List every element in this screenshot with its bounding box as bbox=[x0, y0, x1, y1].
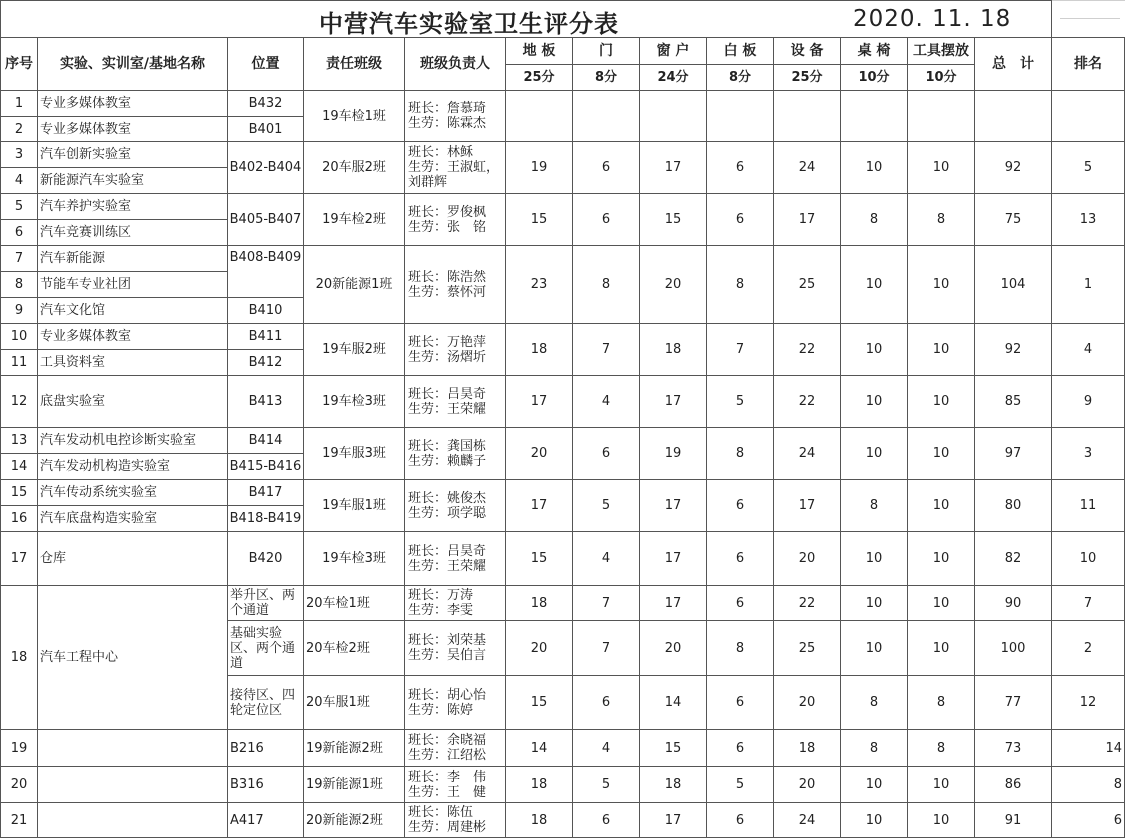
desk-score: 10 bbox=[841, 586, 908, 621]
class-leaders bbox=[405, 532, 506, 586]
room-name: 汽车竞赛训练区 bbox=[38, 220, 228, 246]
floor-score: 18 bbox=[506, 586, 573, 621]
door-score: 6 bbox=[573, 803, 640, 838]
equipment-score: 20 bbox=[774, 767, 841, 803]
room-location: A417 bbox=[228, 803, 304, 838]
class-monitor: 班长：李 伟 bbox=[408, 769, 487, 785]
room-location: B402-B404 bbox=[228, 142, 304, 194]
tools-score: 10 bbox=[908, 803, 975, 838]
door-score: 5 bbox=[573, 767, 640, 803]
window-score: 14 bbox=[640, 676, 707, 730]
tools-score: 10 bbox=[908, 142, 975, 194]
room-location: 基础实验区、两个通道 bbox=[228, 621, 304, 676]
class-leaders bbox=[405, 246, 506, 324]
floor-score: 23 bbox=[506, 246, 573, 324]
table-row bbox=[1, 532, 1125, 586]
board-max-points: 8分 bbox=[707, 65, 774, 91]
desk-score: 10 bbox=[841, 142, 908, 194]
door-score: 7 bbox=[573, 324, 640, 376]
responsible-class: 19新能源1班 bbox=[304, 767, 405, 803]
total-score: 75 bbox=[975, 194, 1052, 246]
door-score: 6 bbox=[573, 428, 640, 480]
tools-score: 8 bbox=[908, 676, 975, 730]
col-desk: 桌 椅 bbox=[841, 38, 908, 65]
responsible-class: 20车服1班 bbox=[304, 676, 405, 730]
equipment-score: 17 bbox=[774, 194, 841, 246]
class-leaders bbox=[405, 621, 506, 676]
responsible-class: 20车服2班 bbox=[304, 142, 405, 194]
row-number: 17 bbox=[1, 532, 38, 586]
floor-score: 18 bbox=[506, 324, 573, 376]
row-number: 2 bbox=[1, 117, 38, 142]
room-location: B413 bbox=[228, 376, 304, 428]
col-class: 责任班级 bbox=[304, 38, 405, 91]
room-name: 节能车专业社团 bbox=[38, 272, 228, 298]
tools-score bbox=[908, 91, 975, 142]
class-leaders bbox=[405, 730, 506, 767]
room-name: 专业多媒体教室 bbox=[38, 91, 228, 117]
row-number: 3 bbox=[1, 142, 38, 168]
class-monitor: 班长：万艳萍 bbox=[408, 334, 487, 350]
window-score: 17 bbox=[640, 803, 707, 838]
room-name: 仓库 bbox=[38, 532, 228, 586]
board-score: 6 bbox=[707, 586, 774, 621]
equipment-score: 22 bbox=[774, 324, 841, 376]
row-number: 13 bbox=[1, 428, 38, 454]
responsible-class: 19新能源2班 bbox=[304, 730, 405, 767]
labor-monitor: 生劳：王 健 bbox=[408, 784, 487, 800]
room-location: B412 bbox=[228, 350, 304, 376]
board-score: 6 bbox=[707, 480, 774, 532]
total-score: 73 bbox=[975, 730, 1052, 767]
room-location: B418-B419 bbox=[228, 506, 304, 532]
door-max-points: 8分 bbox=[573, 65, 640, 91]
rank: 2 bbox=[1052, 621, 1125, 676]
window-score: 17 bbox=[640, 586, 707, 621]
col-location: 位置 bbox=[228, 38, 304, 91]
room-name: 汽车工程中心 bbox=[38, 586, 228, 730]
room-name: 汽车底盘构造实验室 bbox=[38, 506, 228, 532]
floor-score: 20 bbox=[506, 428, 573, 480]
floor-score: 19 bbox=[506, 142, 573, 194]
row-number: 9 bbox=[1, 298, 38, 324]
responsible-class: 19车检1班 bbox=[304, 91, 405, 142]
total-score: 82 bbox=[975, 532, 1052, 586]
sheet-date: 2020. 11. 18 bbox=[853, 6, 1012, 32]
room-location: 接待区、四轮定位区 bbox=[228, 676, 304, 730]
room-name: 汽车创新实验室 bbox=[38, 142, 228, 168]
equipment-score: 24 bbox=[774, 142, 841, 194]
responsible-class: 19车检3班 bbox=[304, 532, 405, 586]
desk-score: 10 bbox=[841, 621, 908, 676]
window-max-points: 24分 bbox=[640, 65, 707, 91]
tools-score: 10 bbox=[908, 246, 975, 324]
room-location: B417 bbox=[228, 480, 304, 506]
total-score: 91 bbox=[975, 803, 1052, 838]
responsible-class: 20新能源1班 bbox=[304, 246, 405, 324]
floor-max-points: 25分 bbox=[506, 65, 573, 91]
labor-monitor: 生劳：蔡怀河 bbox=[408, 284, 487, 300]
room-location: B432 bbox=[228, 91, 304, 117]
rank: 13 bbox=[1052, 194, 1125, 246]
total-score: 97 bbox=[975, 428, 1052, 480]
rank bbox=[1052, 91, 1125, 142]
col-total: 总 计 bbox=[975, 38, 1052, 91]
door-score bbox=[573, 91, 640, 142]
equipment-score: 25 bbox=[774, 246, 841, 324]
table-row bbox=[1, 324, 1125, 350]
floor-score: 14 bbox=[506, 730, 573, 767]
class-leaders bbox=[405, 91, 506, 142]
col-equipment: 设 备 bbox=[774, 38, 841, 65]
class-leaders bbox=[405, 586, 506, 621]
board-score: 8 bbox=[707, 621, 774, 676]
table-row bbox=[1, 586, 1125, 621]
labor-monitor: 生劳：周建彬 bbox=[408, 820, 487, 835]
row-number: 8 bbox=[1, 272, 38, 298]
class-monitor: 班长：陈浩然 bbox=[408, 269, 487, 285]
col-window: 窗 户 bbox=[640, 38, 707, 65]
rank: 7 bbox=[1052, 586, 1125, 621]
row-number: 7 bbox=[1, 246, 38, 272]
col-name: 实验、实训室/基地名称 bbox=[38, 38, 228, 91]
door-score: 6 bbox=[573, 194, 640, 246]
header-row-1 bbox=[1, 38, 1125, 65]
equipment-score: 25 bbox=[774, 621, 841, 676]
class-monitor: 班长：吕昊奇 bbox=[408, 543, 487, 559]
table-row bbox=[1, 91, 1125, 117]
rank: 4 bbox=[1052, 324, 1125, 376]
desk-score: 8 bbox=[841, 194, 908, 246]
room-name: 汽车发动机构造实验室 bbox=[38, 454, 228, 480]
labor-monitor: 生劳：汤熠圻 bbox=[408, 349, 487, 365]
window-score: 17 bbox=[640, 142, 707, 194]
labor-monitor: 生劳：项学聪 bbox=[408, 505, 487, 521]
room-location: B414 bbox=[228, 428, 304, 454]
equipment-score: 17 bbox=[774, 480, 841, 532]
door-score: 4 bbox=[573, 730, 640, 767]
board-score: 8 bbox=[707, 428, 774, 480]
floor-score: 15 bbox=[506, 676, 573, 730]
responsible-class: 19车服1班 bbox=[304, 480, 405, 532]
labor-monitor: 生劳：吴伯言 bbox=[408, 648, 487, 663]
equipment-score: 18 bbox=[774, 730, 841, 767]
board-score: 6 bbox=[707, 730, 774, 767]
class-monitor: 班长：陈伍 bbox=[408, 805, 474, 820]
equipment-score: 20 bbox=[774, 532, 841, 586]
room-location: B408-B409 bbox=[228, 246, 304, 298]
door-score: 4 bbox=[573, 376, 640, 428]
row-number: 1 bbox=[1, 91, 38, 117]
row-number: 21 bbox=[1, 803, 38, 838]
room-location: B401 bbox=[228, 117, 304, 142]
class-monitor: 班长：胡心怡 bbox=[408, 687, 487, 703]
door-score: 4 bbox=[573, 532, 640, 586]
row-number: 15 bbox=[1, 480, 38, 506]
labor-monitor: 生劳：李雯 bbox=[408, 603, 474, 618]
labor-monitor: 生劳：王荣耀 bbox=[408, 558, 487, 574]
row-number: 19 bbox=[1, 730, 38, 767]
rank: 14 bbox=[1052, 730, 1125, 767]
equipment-max-points: 25分 bbox=[774, 65, 841, 91]
room-name: 汽车文化馆 bbox=[38, 298, 228, 324]
window-score: 17 bbox=[640, 532, 707, 586]
responsible-class: 20车检2班 bbox=[304, 621, 405, 676]
table-row bbox=[1, 803, 1125, 838]
equipment-score: 20 bbox=[774, 676, 841, 730]
labor-monitor: 生劳：赖麟子 bbox=[408, 453, 487, 469]
total-score bbox=[975, 91, 1052, 142]
room-name: 工具资料室 bbox=[38, 350, 228, 376]
labor-monitor: 生劳：张 铭 bbox=[408, 219, 487, 235]
table-row bbox=[1, 428, 1125, 454]
labor-monitor: 生劳：陈霖杰 bbox=[408, 116, 487, 131]
room-name: 专业多媒体教室 bbox=[38, 324, 228, 350]
class-leaders bbox=[405, 803, 506, 838]
class-monitor: 班长：林稣 bbox=[408, 145, 474, 160]
row-number: 11 bbox=[1, 350, 38, 376]
floor-score: 17 bbox=[506, 480, 573, 532]
tools-score: 10 bbox=[908, 532, 975, 586]
table-row bbox=[1, 767, 1125, 803]
board-score: 6 bbox=[707, 194, 774, 246]
rank: 11 bbox=[1052, 480, 1125, 532]
class-leaders bbox=[405, 480, 506, 532]
rank: 5 bbox=[1052, 142, 1125, 194]
desk-score: 10 bbox=[841, 767, 908, 803]
desk-score: 10 bbox=[841, 532, 908, 586]
total-score: 85 bbox=[975, 376, 1052, 428]
room-location: B411 bbox=[228, 324, 304, 350]
responsible-class: 19车检2班 bbox=[304, 194, 405, 246]
board-score: 6 bbox=[707, 532, 774, 586]
room-name bbox=[38, 730, 228, 767]
responsible-class: 20车检1班 bbox=[304, 586, 405, 621]
row-number: 10 bbox=[1, 324, 38, 350]
rank: 9 bbox=[1052, 376, 1125, 428]
class-monitor: 班长：龚国栋 bbox=[408, 438, 487, 454]
class-monitor: 班长：罗俊枫 bbox=[408, 204, 487, 220]
equipment-score: 24 bbox=[774, 428, 841, 480]
class-monitor: 班长：吕昊奇 bbox=[408, 386, 487, 402]
total-score: 77 bbox=[975, 676, 1052, 730]
room-name bbox=[38, 803, 228, 838]
door-score: 6 bbox=[573, 676, 640, 730]
desk-score: 10 bbox=[841, 246, 908, 324]
tools-score: 10 bbox=[908, 621, 975, 676]
score-table bbox=[0, 37, 1125, 838]
room-name: 汽车养护实验室 bbox=[38, 194, 228, 220]
desk-max-points: 10分 bbox=[841, 65, 908, 91]
table-row bbox=[1, 194, 1125, 220]
tools-score: 8 bbox=[908, 194, 975, 246]
col-rank: 排名 bbox=[1052, 38, 1125, 91]
labor-monitor: 生劳：陈婷 bbox=[408, 702, 474, 718]
window-score: 19 bbox=[640, 428, 707, 480]
room-location: B415-B416 bbox=[228, 454, 304, 480]
equipment-score: 22 bbox=[774, 586, 841, 621]
room-location: B405-B407 bbox=[228, 194, 304, 246]
window-score: 20 bbox=[640, 246, 707, 324]
col-tools: 工具摆放 bbox=[908, 38, 975, 65]
total-score: 104 bbox=[975, 246, 1052, 324]
floor-score: 15 bbox=[506, 194, 573, 246]
rank: 8 bbox=[1052, 767, 1125, 803]
total-score: 80 bbox=[975, 480, 1052, 532]
door-score: 6 bbox=[573, 142, 640, 194]
window-score: 15 bbox=[640, 194, 707, 246]
desk-score: 10 bbox=[841, 428, 908, 480]
col-board: 白 板 bbox=[707, 38, 774, 65]
window-score bbox=[640, 91, 707, 142]
table-row bbox=[1, 246, 1125, 272]
class-leaders bbox=[405, 428, 506, 480]
desk-score: 8 bbox=[841, 730, 908, 767]
row-number: 16 bbox=[1, 506, 38, 532]
total-score: 86 bbox=[975, 767, 1052, 803]
class-leaders bbox=[405, 324, 506, 376]
tools-score: 10 bbox=[908, 324, 975, 376]
class-monitor: 班长：万涛 bbox=[408, 588, 474, 603]
class-monitor: 班长：刘荣基 bbox=[408, 633, 487, 648]
equipment-score: 24 bbox=[774, 803, 841, 838]
class-leaders bbox=[405, 767, 506, 803]
room-name: 汽车传动系统实验室 bbox=[38, 480, 228, 506]
corner-divider bbox=[1060, 18, 1120, 19]
labor-monitor: 生劳：王荣耀 bbox=[408, 401, 487, 417]
tools-score: 8 bbox=[908, 730, 975, 767]
class-monitor: 班长：姚俊杰 bbox=[408, 490, 487, 506]
room-name: 汽车发动机电控诊断实验室 bbox=[38, 428, 228, 454]
desk-score bbox=[841, 91, 908, 142]
window-score: 15 bbox=[640, 730, 707, 767]
room-name bbox=[38, 767, 228, 803]
class-leaders bbox=[405, 142, 506, 194]
rank: 6 bbox=[1052, 803, 1125, 838]
col-leader: 班级负责人 bbox=[405, 38, 506, 91]
tools-score: 10 bbox=[908, 480, 975, 532]
col-door: 门 bbox=[573, 38, 640, 65]
door-score: 7 bbox=[573, 621, 640, 676]
total-score: 92 bbox=[975, 324, 1052, 376]
total-score: 90 bbox=[975, 586, 1052, 621]
labor-monitor: 生劳：王淑虹，刘群辉 bbox=[408, 160, 500, 190]
class-leaders bbox=[405, 676, 506, 730]
tools-max-points: 10分 bbox=[908, 65, 975, 91]
equipment-score: 22 bbox=[774, 376, 841, 428]
board-score: 7 bbox=[707, 324, 774, 376]
class-leaders bbox=[405, 376, 506, 428]
board-score: 8 bbox=[707, 246, 774, 324]
title-bar bbox=[0, 0, 1052, 37]
row-number: 20 bbox=[1, 767, 38, 803]
board-score: 5 bbox=[707, 376, 774, 428]
col-seq: 序号 bbox=[1, 38, 38, 91]
board-score bbox=[707, 91, 774, 142]
table-row bbox=[1, 730, 1125, 767]
desk-score: 8 bbox=[841, 480, 908, 532]
labor-monitor: 生劳：江绍松 bbox=[408, 748, 487, 763]
door-score: 7 bbox=[573, 586, 640, 621]
window-score: 17 bbox=[640, 480, 707, 532]
room-location: 举升区、两个通道 bbox=[228, 586, 304, 621]
floor-score: 18 bbox=[506, 767, 573, 803]
room-name: 汽车新能源 bbox=[38, 246, 228, 272]
rank: 10 bbox=[1052, 532, 1125, 586]
rank: 1 bbox=[1052, 246, 1125, 324]
floor-score: 18 bbox=[506, 803, 573, 838]
row-number: 12 bbox=[1, 376, 38, 428]
row-number: 6 bbox=[1, 220, 38, 246]
responsible-class: 19车检3班 bbox=[304, 376, 405, 428]
room-location: B216 bbox=[228, 730, 304, 767]
tools-score: 10 bbox=[908, 428, 975, 480]
floor-score: 15 bbox=[506, 532, 573, 586]
door-score: 8 bbox=[573, 246, 640, 324]
class-leaders bbox=[405, 194, 506, 246]
floor-score: 20 bbox=[506, 621, 573, 676]
table-row bbox=[1, 376, 1125, 428]
window-score: 17 bbox=[640, 376, 707, 428]
window-score: 18 bbox=[640, 324, 707, 376]
floor-score: 17 bbox=[506, 376, 573, 428]
class-monitor: 班长：余晓福 bbox=[408, 733, 487, 748]
desk-score: 10 bbox=[841, 376, 908, 428]
door-score: 5 bbox=[573, 480, 640, 532]
room-location: B316 bbox=[228, 767, 304, 803]
row-number: 14 bbox=[1, 454, 38, 480]
window-score: 20 bbox=[640, 621, 707, 676]
row-number: 18 bbox=[1, 586, 38, 730]
class-monitor: 班长：詹慕琦 bbox=[408, 101, 487, 116]
responsible-class: 20新能源2班 bbox=[304, 803, 405, 838]
room-name: 底盘实验室 bbox=[38, 376, 228, 428]
responsible-class: 19车服3班 bbox=[304, 428, 405, 480]
sheet-title: 中营汽车实验室卫生评分表 bbox=[319, 10, 619, 38]
room-location: B410 bbox=[228, 298, 304, 324]
total-score: 100 bbox=[975, 621, 1052, 676]
total-score: 92 bbox=[975, 142, 1052, 194]
equipment-score bbox=[774, 91, 841, 142]
responsible-class: 19车服2班 bbox=[304, 324, 405, 376]
floor-score bbox=[506, 91, 573, 142]
board-score: 5 bbox=[707, 767, 774, 803]
table-row bbox=[1, 142, 1125, 168]
desk-score: 8 bbox=[841, 676, 908, 730]
board-score: 6 bbox=[707, 676, 774, 730]
row-number: 5 bbox=[1, 194, 38, 220]
room-name: 新能源汽车实验室 bbox=[38, 168, 228, 194]
desk-score: 10 bbox=[841, 803, 908, 838]
row-number: 4 bbox=[1, 168, 38, 194]
col-floor: 地 板 bbox=[506, 38, 573, 65]
tools-score: 10 bbox=[908, 376, 975, 428]
room-name: 专业多媒体教室 bbox=[38, 117, 228, 142]
board-score: 6 bbox=[707, 803, 774, 838]
window-score: 18 bbox=[640, 767, 707, 803]
rank: 3 bbox=[1052, 428, 1125, 480]
room-location: B420 bbox=[228, 532, 304, 586]
board-score: 6 bbox=[707, 142, 774, 194]
table-row bbox=[1, 480, 1125, 506]
rank: 12 bbox=[1052, 676, 1125, 730]
desk-score: 10 bbox=[841, 324, 908, 376]
tools-score: 10 bbox=[908, 586, 975, 621]
tools-score: 10 bbox=[908, 767, 975, 803]
